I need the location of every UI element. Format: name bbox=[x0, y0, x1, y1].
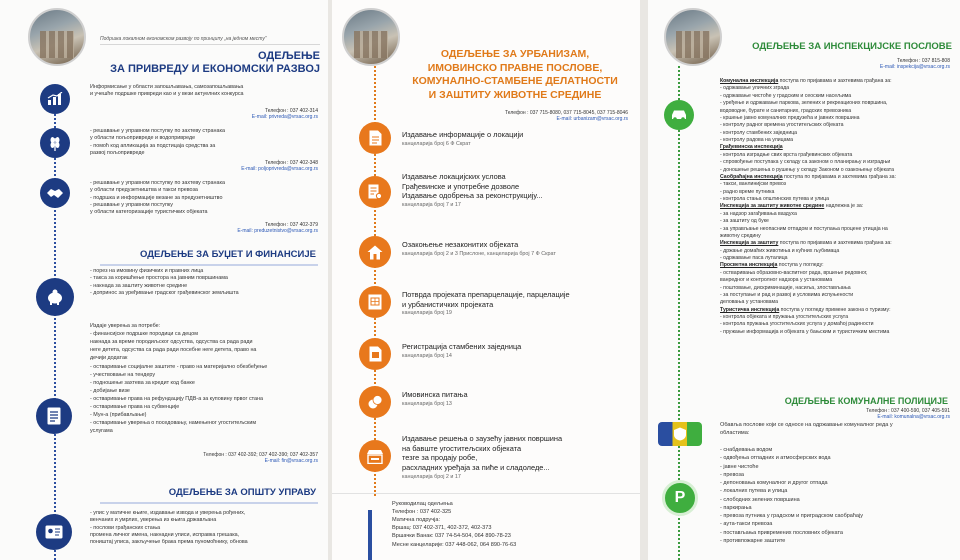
inspection-text: ванредног и контролног надзора у установама bbox=[720, 277, 833, 284]
phone-number: Телефон : 037 715-8080, 037 715-8045, 037 715-8046 bbox=[504, 110, 628, 116]
inspection-text: - контрола пружања угоститељских услуга у домаћој радиности bbox=[720, 321, 874, 328]
police-duty-item: - снабдевања водом bbox=[720, 447, 773, 453]
slogan: Подршка локалном економском развоју по принципу „на једном месту” bbox=[100, 36, 267, 42]
footer-accent bbox=[368, 510, 372, 560]
service-title: Озакоњење незаконитих објеката bbox=[402, 240, 519, 249]
inspection-text: поступа у погледу: bbox=[777, 262, 824, 269]
text-line: Месне канцеларије: 037 448-062, 064 890-76-63 bbox=[392, 541, 517, 548]
inspection-list-line bbox=[720, 314, 948, 321]
inspection-text: - одржавање чистоће у градским и сеоским насељима bbox=[720, 92, 852, 99]
text-line: услугама bbox=[90, 428, 113, 435]
text-line: неге детета, одсуства са рада ради посебне неге детета, право на bbox=[90, 347, 257, 354]
id-card-icon bbox=[36, 514, 72, 550]
text-line: - решавање у управном поступку bbox=[90, 201, 174, 208]
police-duty-item: - одвођења отпадних и атмосферских вода bbox=[720, 455, 831, 462]
inspection-list-line bbox=[720, 108, 948, 115]
service-title: Имовинска питања bbox=[402, 390, 468, 399]
police-duty-item: - превоза bbox=[720, 471, 744, 478]
inspection-text: - доношење решења о рушењу у складу Законом о озакоњењу објеката bbox=[720, 166, 894, 173]
inspection-text: надлежна је за: bbox=[824, 203, 864, 210]
urbanism-contact bbox=[505, 110, 628, 122]
inspection-text: - уређење и одржавање паркова, зелених и рекреационих површина, bbox=[720, 100, 888, 107]
service-title: Потврда пројеката препарцелације, парцелације bbox=[402, 290, 570, 299]
parking-icon: P bbox=[662, 480, 698, 516]
police-duty-item: - противпожарне заштите bbox=[720, 537, 786, 544]
text-line: Издаје уверења за потребе: bbox=[90, 323, 161, 329]
agriculture-contact bbox=[241, 160, 318, 172]
inspection-heading: Инспекција за заштиту bbox=[720, 240, 779, 247]
police-duty-item: - превоза путника у градском и приградском саобраћају bbox=[720, 513, 863, 519]
inspection-text: - за поступање и рад и развој и условима испуњености bbox=[720, 291, 854, 298]
service-title: Издавање решења о заузећу јавних површина bbox=[402, 434, 563, 443]
office-number: канцеларија број 7 и 17 bbox=[402, 201, 461, 208]
taxes-text bbox=[90, 268, 318, 297]
inspection-text: - одржавање паса луталица bbox=[720, 255, 788, 261]
wheat-icon bbox=[40, 128, 70, 158]
inspection-text: - за надзор загађивања ваздуха bbox=[720, 210, 797, 217]
text-line: накнада за време породиљског одсуства, одсуства са рада ради bbox=[90, 339, 253, 346]
service-title: Издавање локацијских услова bbox=[402, 172, 506, 181]
inspection-heading: Просветна инспекција bbox=[720, 262, 778, 269]
inspection-list-line bbox=[720, 130, 948, 137]
inspection-list-line bbox=[720, 233, 948, 240]
inspection-heading: Саобраћајна инспекција bbox=[720, 173, 783, 180]
inspection-list-line bbox=[720, 329, 948, 336]
police-duty-item: - слободних зелених површина bbox=[720, 496, 800, 503]
email-link[interactable]: E-mail: urbanizam@vrsac.org.rs bbox=[556, 116, 628, 122]
inspection-list-line bbox=[720, 211, 948, 218]
car-icon bbox=[664, 100, 694, 130]
inspection-list-line bbox=[720, 218, 948, 225]
inspection-list-line bbox=[720, 181, 948, 188]
inspection-text: - поштовање, дискриминације, насиља, злостављања bbox=[720, 284, 851, 291]
text-line: - Мун-а (прибављање) bbox=[90, 412, 147, 419]
inspection-list-line bbox=[720, 321, 948, 328]
inspection-list-line bbox=[720, 85, 948, 92]
inspection-text: водоводне, бурате и санитарних, градских превозника bbox=[720, 107, 852, 114]
blueprint-document-icon bbox=[359, 286, 391, 318]
text-line: Вршац: 037 402-371, 402-372, 402-373 bbox=[392, 525, 492, 532]
inspection-list-line bbox=[720, 137, 948, 144]
service-item bbox=[402, 434, 627, 480]
inspection-list-line bbox=[720, 122, 948, 129]
office-number: канцеларија број 13 bbox=[402, 400, 452, 407]
inspection-text: - пружање информација и објеката у бањским и туристичким местима bbox=[720, 328, 890, 335]
entrepreneurship-contact bbox=[237, 222, 318, 234]
general-section-title: ОДЕЉЕЊЕ ЗА ОПШТУ УПРАВУ bbox=[168, 487, 316, 498]
title-line: ОДЕЉЕЊЕ bbox=[258, 50, 320, 62]
police-duties-list bbox=[720, 446, 948, 545]
phone-number: Телефон : 037 402-314 bbox=[265, 108, 318, 114]
header-divider bbox=[100, 44, 320, 45]
info-document-icon bbox=[359, 122, 391, 154]
finance-contact bbox=[203, 452, 318, 464]
text-line: Вршачки Ванак: 037 74-54-504, 064 890-78-23 bbox=[392, 533, 511, 540]
right-panel bbox=[648, 0, 960, 560]
text-line: Телефон : 037 402-325 bbox=[392, 509, 452, 516]
email-link[interactable]: E-mail: privreda@vrsac.org.rs bbox=[251, 114, 318, 120]
inspection-contact bbox=[880, 58, 950, 70]
text-line: - добијање визе bbox=[90, 387, 130, 394]
service-item bbox=[402, 240, 627, 257]
text-line: Информисање у области запошљавања, самозапошљавања bbox=[90, 84, 244, 90]
text-line: - финансијске подршке породици са децом bbox=[90, 331, 198, 338]
inspection-text: поступа по пријавама и захтевима грађана за: bbox=[778, 240, 892, 247]
inspection-text: - контрола изградње свих врста грађевинских објеката bbox=[720, 151, 853, 158]
service-title: на бавште угоститељских објеката bbox=[402, 443, 522, 453]
inspection-heading: Грађевинска инспекција bbox=[720, 144, 783, 151]
phone-number: Телефон : 037 402-379 bbox=[265, 222, 318, 228]
market-stall-icon bbox=[359, 440, 391, 472]
service-item bbox=[402, 290, 627, 316]
inspection-list-line bbox=[720, 226, 948, 233]
inspection-list-line bbox=[720, 262, 948, 269]
email-link[interactable]: E-mail: inspekcija@vrsac.org.rs bbox=[879, 64, 950, 70]
inspection-list-line bbox=[720, 174, 948, 181]
inspection-section-title: ОДЕЉЕЊЕ ЗА ИНСПЕКЦИЈСКЕ ПОСЛОВЕ bbox=[752, 41, 952, 52]
text-line: дечији додатак bbox=[90, 355, 128, 362]
piggy-bank-icon bbox=[36, 278, 74, 316]
economy-contact bbox=[252, 108, 318, 120]
inspection-heading: Комунална инспекција bbox=[720, 78, 779, 84]
inspection-list-line bbox=[720, 240, 948, 247]
inspection-text: животну средину bbox=[720, 232, 761, 239]
police-intro bbox=[720, 422, 952, 437]
inspection-text: деловања у установама bbox=[720, 299, 778, 306]
budget-divider bbox=[100, 264, 318, 266]
registry-text bbox=[90, 510, 318, 546]
inspection-list-line bbox=[720, 78, 948, 85]
inspection-text: - контролу радног времена угоститељских објеката bbox=[720, 122, 844, 129]
inspection-list-line bbox=[720, 196, 948, 203]
inspection-building-photo bbox=[664, 8, 722, 66]
inspection-list-line bbox=[720, 167, 948, 174]
inspection-list-line bbox=[720, 307, 948, 314]
police-duty-item: - аута-такси превоза bbox=[720, 521, 773, 528]
certificates-text bbox=[90, 322, 318, 436]
phone-number: Телефон : 037 402-392; 037 402-390; 037 402-357 bbox=[203, 452, 318, 458]
inspection-list-line bbox=[720, 189, 948, 196]
text-line: у области пољопривреде и водопривреде bbox=[90, 135, 196, 142]
inspection-text: - за заштиту од буке bbox=[720, 218, 769, 225]
phone-number: Телефон : 037 400-590, 037 405-591 bbox=[866, 408, 950, 414]
text-line: и учешће подршке привреди као и у вези актуелних конкурса bbox=[90, 91, 244, 98]
budget-section-title: ОДЕЉЕЊЕ ЗА БУЏЕТ И ФИНАНСИЈЕ bbox=[139, 249, 316, 260]
inspection-heading: Инспекција за заштиту животне средине bbox=[720, 203, 825, 210]
service-title: тезге за продају робе, bbox=[402, 453, 478, 463]
economy-info-text bbox=[90, 84, 318, 99]
email-link[interactable]: E-mail: komunalna@vrsac.org.rs bbox=[877, 414, 950, 420]
inspection-text: поступа по пријавама и захтевима грађана за: bbox=[778, 78, 892, 84]
service-title: расхладних уређаја за пиће и сладоледе... bbox=[402, 462, 550, 472]
inspection-list-line bbox=[720, 115, 948, 122]
register-document-icon bbox=[359, 338, 391, 370]
inspection-list-line bbox=[720, 248, 948, 255]
email-link[interactable]: E-mail: preduzetnistvo@vrsac.org.rs bbox=[237, 228, 318, 234]
text-line: - остваривање уверења о поседовању, намењеног угоститељским bbox=[90, 420, 257, 427]
inspection-text: - држање домаћих животиња и кућних љубимаца bbox=[720, 247, 840, 254]
police-contact bbox=[866, 408, 950, 420]
inspection-list-line bbox=[720, 270, 948, 277]
economy-section-title bbox=[60, 50, 320, 75]
inspection-heading: Туристичка инспекција bbox=[720, 306, 780, 313]
police-badge-icon bbox=[658, 422, 702, 446]
registry-contacts bbox=[392, 500, 632, 549]
entrepreneurship-text bbox=[90, 180, 318, 216]
police-duty-item: - јавне чистоће bbox=[720, 463, 759, 470]
text-line: - послови грађанских стања bbox=[90, 524, 161, 531]
inspection-text: - радно време путника bbox=[720, 188, 775, 195]
text-line: - упис у матичне књиге, издавање извода и уверења рођених, bbox=[90, 510, 246, 516]
text-line: - порез на имовину физичких и правних лица bbox=[90, 268, 204, 274]
inspection-text: - спровођење поступака у складу са законом о планирању и изградњи bbox=[720, 159, 891, 166]
text-line: - подршка и информације везане за предузетништво bbox=[90, 194, 223, 201]
title-line: И ЗАШТИТУ ЖИВОТНЕ СРЕДИНЕ bbox=[428, 88, 602, 101]
agriculture-text bbox=[90, 128, 318, 157]
inspection-text: - такси, ванлинијски превоз bbox=[720, 181, 787, 188]
text-line: развој пољопривреде bbox=[90, 149, 145, 156]
inspection-text: - за управљање неопасним отпадом и поступања процене утицаја на bbox=[720, 225, 888, 232]
left-panel bbox=[0, 0, 328, 560]
text-line: - помоћ код апликација за подстицаја средства за bbox=[90, 142, 216, 149]
text-line: Обавља послове који се односе на одржавање комуналног реда у bbox=[720, 422, 893, 428]
inspection-list-line bbox=[720, 152, 948, 159]
text-line: у области категоризације туристичких објеката bbox=[90, 209, 208, 216]
office-number: канцеларија број 2 и 17 bbox=[402, 473, 461, 480]
inspection-text: - контрола стања општинских путева и улица bbox=[720, 196, 829, 202]
service-item bbox=[402, 172, 627, 208]
police-duty-item: - депоновања комуналног и другог отпада bbox=[720, 480, 828, 486]
police-duty-item: - паркирања bbox=[720, 504, 752, 511]
email-link[interactable]: E-mail: poljoprivreda@vrsac.org.rs bbox=[241, 166, 318, 172]
text-line: - решавање у управном поступку по захтеву странака bbox=[90, 128, 225, 134]
service-title: Грађевинске и употребне дозволе bbox=[402, 181, 520, 191]
inspection-list-line bbox=[720, 285, 948, 292]
inspection-list-line bbox=[720, 93, 948, 100]
service-item bbox=[402, 130, 627, 147]
footer-divider bbox=[332, 493, 640, 494]
inspection-services-list bbox=[720, 78, 948, 336]
inspection-text: - остваривања образовно-васпитног рада, вршење редовног, bbox=[720, 269, 868, 276]
urbanism-section-title bbox=[392, 48, 638, 103]
inspection-list-line bbox=[720, 299, 948, 306]
house-icon bbox=[359, 236, 391, 268]
inspection-text: - кршење јавно комуналних предузећа и јавних површина bbox=[720, 114, 860, 121]
inspection-text: - контролу радова на улицама bbox=[720, 137, 793, 143]
phone-number: Телефон : 037 402-348 bbox=[265, 160, 318, 166]
police-duty-item: - локалних путева и улица bbox=[720, 488, 788, 495]
office-number: канцеларија број 19 bbox=[402, 310, 452, 317]
text-line: Матична подручја: bbox=[392, 517, 441, 524]
inspection-list-line bbox=[720, 100, 948, 107]
service-item bbox=[402, 342, 627, 359]
inspection-text: - контролу стамбених заједница bbox=[720, 129, 798, 136]
title-line: ИМОВИНСКО ПРАВНЕ ПОСЛОВЕ, bbox=[427, 61, 603, 74]
text-line: - учествовање на тендеру bbox=[90, 371, 156, 378]
text-line: - остваривање социјалне заштите - право на материјално обезбеђење bbox=[90, 363, 268, 370]
title-line: ЗА ПРИВРЕДУ И ЕКОНОМСКИ РАЗВОЈ bbox=[110, 62, 320, 75]
text-line: областима: bbox=[720, 429, 750, 436]
text-line: - остваривање права на субвенције bbox=[90, 404, 180, 411]
phone-number: Телефон : 037 815-808 bbox=[897, 58, 950, 64]
permit-document-icon bbox=[359, 176, 391, 208]
text-line: поништај уписа, закључење брака према пуномоћнику, обнова bbox=[90, 539, 248, 546]
growth-chart-icon bbox=[40, 84, 70, 114]
police-duty-item: - постављања привремених пословних објеката bbox=[720, 529, 843, 536]
coin-icon bbox=[359, 386, 391, 418]
text-line: - подношење захтева за кредит код банке bbox=[90, 379, 195, 386]
text-line: - остваривање права на рефундацију ПДВ-а за куповину првог стана bbox=[90, 395, 264, 402]
text-line: у области предузетништва и такси превоза bbox=[90, 187, 198, 194]
text-line: - решавање у управном поступку по захтеву странака bbox=[90, 180, 225, 186]
inspection-list-line bbox=[720, 144, 948, 151]
general-divider bbox=[100, 502, 318, 504]
inspection-list-line bbox=[720, 292, 948, 299]
title-line: КОМУНАЛНО-СТАМБЕНЕ ДЕЛАТНОСТИ bbox=[412, 75, 618, 88]
inspection-list-line bbox=[720, 159, 948, 166]
police-section-title: ОДЕЉЕЊЕ КОМУНАЛНЕ ПОЛИЦИЈЕ bbox=[784, 396, 948, 406]
text-line: Руководилац одељења bbox=[392, 501, 453, 507]
inspection-text: поступа по пријавама и захтевима грађана за: bbox=[782, 173, 896, 180]
service-title: Издавање информације о локацији bbox=[402, 130, 524, 139]
text-line: - допринос за уређивање градског грађевинског земљишта bbox=[90, 289, 239, 296]
service-item bbox=[402, 390, 627, 407]
office-number: канцеларија број 2 и 3 Прислоне, канцеларија број 7 Ф Скрат bbox=[402, 250, 556, 257]
text-line: - такса за коришћење простора на јавним површинама bbox=[90, 275, 228, 282]
middle-panel bbox=[332, 0, 640, 560]
document-list-icon bbox=[36, 398, 72, 434]
service-title: Издавање одобрења за реконструкцију... bbox=[402, 191, 543, 201]
inspection-text: - одржавање уличних зграда bbox=[720, 85, 790, 92]
inspection-list-line bbox=[720, 255, 948, 262]
service-title: Регистрација стамбених заједница bbox=[402, 342, 522, 351]
handshake-icon bbox=[40, 178, 70, 208]
inspection-text: - контрола објеката и пружања угоститељских услуга bbox=[720, 314, 849, 320]
text-line: промена личног имена, накнадни уписи, исправка грешака, bbox=[90, 531, 240, 538]
service-title: и урбанистичких пројеката bbox=[402, 299, 494, 309]
office-number: канцеларија број 14 bbox=[402, 352, 452, 359]
email-link[interactable]: E-mail: fin@vrsac.org.rs bbox=[264, 458, 318, 464]
inspection-text: поступа у погледу примене закона о туризму: bbox=[779, 306, 891, 313]
text-line: венчаних и умрлих, уверења из књига држављана bbox=[90, 517, 217, 524]
text-line: - накнада за заштиту животне средине bbox=[90, 282, 188, 289]
inspection-list-line bbox=[720, 203, 948, 210]
office-number: канцеларија број 6 Ф Скрат bbox=[402, 140, 471, 147]
inspection-list-line bbox=[720, 277, 948, 284]
title-line: ОДЕЉЕЊЕ ЗА УРБАНИЗАМ, bbox=[440, 48, 590, 60]
